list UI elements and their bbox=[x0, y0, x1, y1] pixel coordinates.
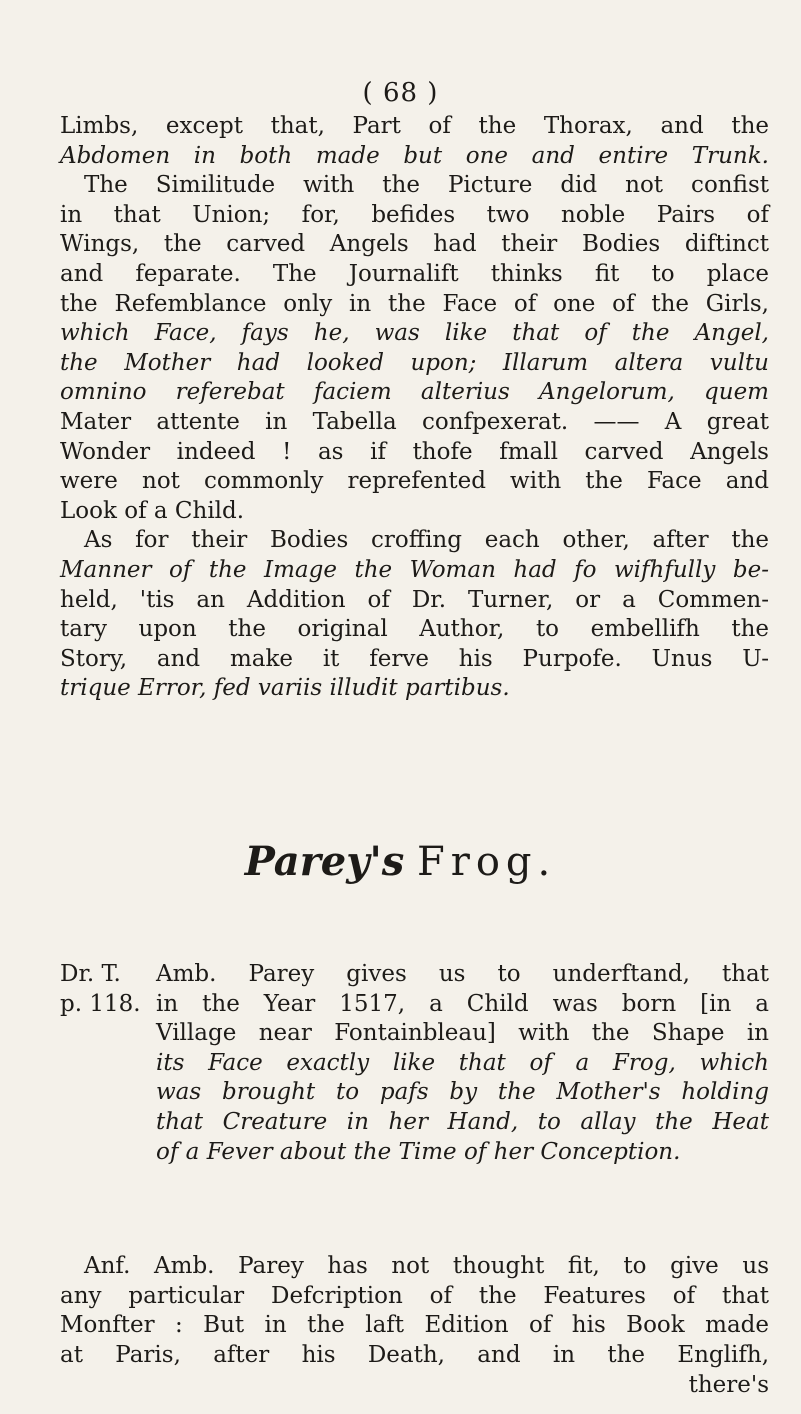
text-line: were not commonly reprefented with the Face and bbox=[60, 468, 769, 495]
text-line: trique Error, fed variis illudit partibus. bbox=[60, 675, 510, 702]
text-line: As for their Bodies croffing each other, after the bbox=[84, 527, 769, 554]
text-line: omnino referebat faciem alterius Angelorum, quem bbox=[60, 379, 769, 406]
text-line: which Face, fays he, was like that of the Angel, bbox=[60, 320, 769, 347]
text-line: Limbs, except that, Part of the Thorax, and the bbox=[60, 113, 769, 139]
paragraph-limbs bbox=[60, 112, 769, 704]
catchword: there's bbox=[688, 1372, 769, 1398]
text-line: in that Union; for, befides two noble Pairs of bbox=[60, 201, 769, 228]
text-line: Village near Fontainbleau] with the Shape in bbox=[156, 1020, 769, 1047]
text-line: Mater attente in Tabella confpexerat. —— A great bbox=[60, 408, 769, 435]
text-line: Manner of the Image the Woman had fo wifhfully be- bbox=[60, 556, 769, 583]
text-line: and feparate. The Journalift thinks fit to place bbox=[60, 260, 769, 287]
text-line: Abdomen in both made but one and entire Trunk. bbox=[60, 142, 769, 169]
text-line: held, 'tis an Addition of Dr. Turner, or a Commen- bbox=[60, 586, 769, 613]
section-heading bbox=[0, 838, 801, 886]
text-line: was brought to pafs by the Mother's holding bbox=[156, 1079, 769, 1106]
heading-word: Frog. bbox=[416, 839, 557, 885]
paragraph-answer bbox=[60, 1252, 769, 1370]
page-number: ( 68 ) bbox=[362, 78, 439, 108]
text-line: the Refemblance only in the Face of one of the Girls, bbox=[60, 290, 769, 317]
text-line: the Mother had looked upon; Illarum altera vultu bbox=[60, 349, 769, 376]
text-line: Story, and make it ferve his Purpofe. Unus U- bbox=[60, 645, 769, 672]
text-line: its Face exactly like that of a Frog, which bbox=[156, 1049, 769, 1076]
text-line: Look of a Child. bbox=[60, 497, 245, 524]
text-line: tary upon the original Author, to embellifh the bbox=[60, 616, 769, 643]
heading-name: Parey's bbox=[244, 838, 405, 885]
paragraph-frog bbox=[60, 960, 769, 1167]
text-line: Wings, the carved Angels had their Bodies diftinct bbox=[60, 231, 769, 258]
text-line: Anf. Amb. Parey has not thought fit, to give us bbox=[84, 1253, 769, 1279]
text-line: Wonder indeed ! as if thofe fmall carved Angels bbox=[60, 438, 769, 465]
text-line: Monfter : But in the laft Edition of his Book made bbox=[60, 1312, 769, 1339]
text-line: The Similitude with the Picture did not confist bbox=[84, 172, 769, 199]
text-line: that Creature in her Hand, to allay the Heat bbox=[156, 1108, 769, 1135]
reference-page: p. 118. bbox=[60, 990, 141, 1017]
text-line: Amb. Parey gives us to underftand, that bbox=[156, 961, 769, 987]
text-line: any particular Defcription of the Features of that bbox=[60, 1282, 769, 1309]
text-line: of a Fever about the Time of her Conception. bbox=[156, 1138, 681, 1165]
reference-author: Dr. T. bbox=[60, 961, 121, 987]
text-line: in the Year 1517, a Child was born [in a bbox=[156, 990, 769, 1017]
text-line: at Paris, after his Death, and in the Englifh, bbox=[60, 1341, 769, 1368]
